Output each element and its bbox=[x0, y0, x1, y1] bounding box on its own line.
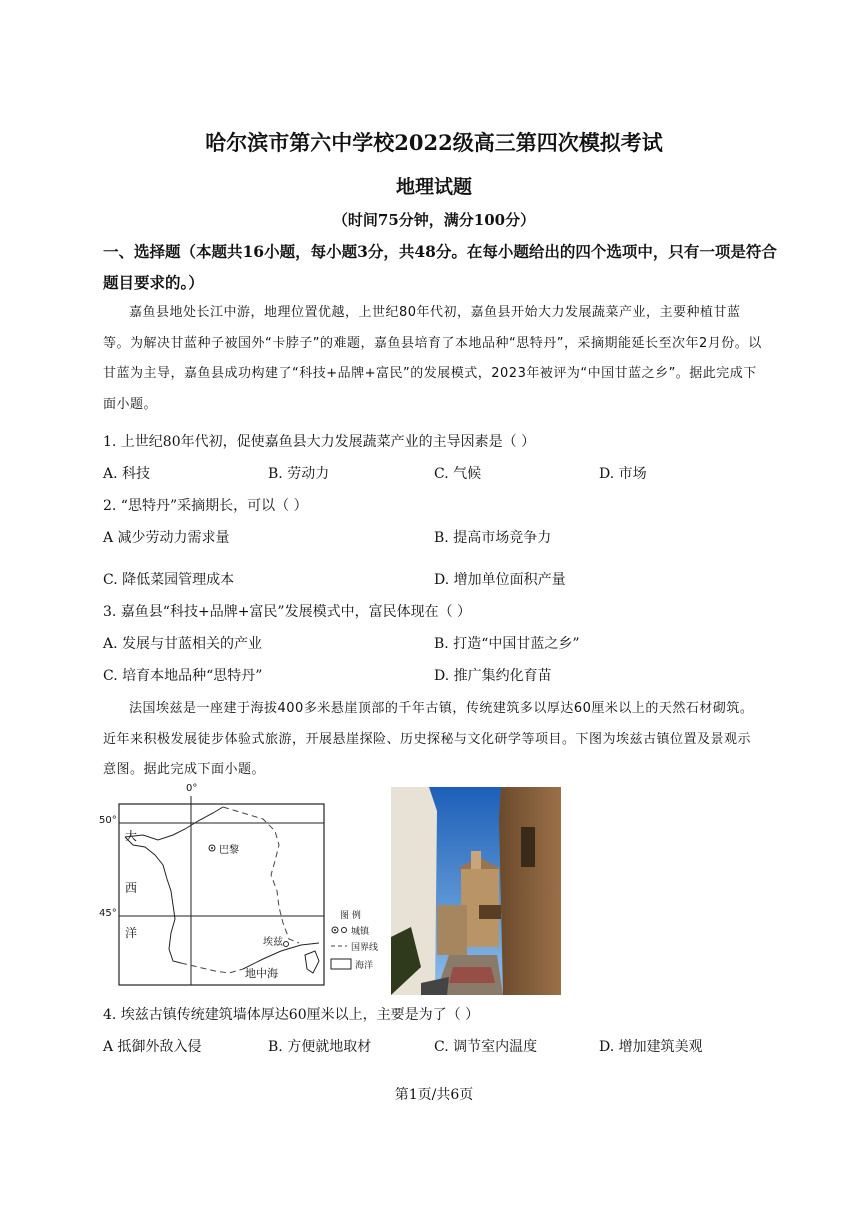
q3-option-d[interactable]: D. 推广集约化育苗 bbox=[434, 668, 552, 684]
q3-option-a[interactable]: A. 发展与甘蓝相关的产业 bbox=[103, 636, 263, 652]
corsica bbox=[305, 951, 319, 973]
q1-option-b[interactable]: B. 劳动力 bbox=[268, 466, 330, 482]
q4-option-c[interactable]: C. 调节室内温度 bbox=[434, 1039, 538, 1055]
q2-option-a[interactable]: A 减少劳动力需求量 bbox=[103, 530, 230, 546]
ocean-char-1: 大 bbox=[125, 829, 138, 843]
eze-label: 埃兹 bbox=[263, 937, 283, 948]
border-east bbox=[223, 807, 299, 943]
q1-option-c[interactable]: C. 气候 bbox=[434, 466, 482, 482]
page-footer: 第1页/共6页 bbox=[394, 1087, 474, 1103]
legend-ocean: 海洋 bbox=[355, 961, 374, 971]
passage-1: 嘉鱼县地处长江中游，地理位置优越，上世纪80年代初，嘉鱼县开始大力发展蔬菜产业，主要种植甘蓝等。为解决甘蓝种子被国外“卡脖子”的难题，嘉鱼县培育了本地品种“思特丹”，采摘期能延长至次年2月份。以甘蓝为主导，嘉鱼县成功构建了“科技+品牌+富民”的发展模式，2023年被评为“中国甘蓝之乡”。据此完成下面小题。 bbox=[103, 305, 762, 412]
eze-marker bbox=[284, 942, 289, 947]
q2-option-b[interactable]: B. 提高市场竞争力 bbox=[434, 530, 552, 546]
q1-option-a[interactable]: A. 科技 bbox=[103, 466, 151, 482]
exam-title: 哈尔滨市第六中学校2022级高三第四次模拟考试 bbox=[205, 130, 663, 155]
q4-option-b[interactable]: B. 方便就地取材 bbox=[268, 1039, 372, 1055]
legend-border: 国界线 bbox=[351, 943, 379, 953]
location-map bbox=[99, 783, 393, 998]
sea-label: 地中海 bbox=[245, 967, 278, 980]
paris-label: 巴黎 bbox=[219, 845, 239, 856]
map-frame bbox=[119, 804, 324, 985]
legend-city: 城镇 bbox=[351, 927, 370, 937]
q3-option-b[interactable]: B. 打造“中国甘蓝之乡” bbox=[434, 636, 580, 652]
map-lon-label: 0° bbox=[186, 783, 198, 794]
question-1-stem: 1. 上世纪80年代初，促使嘉鱼县大力发展蔬菜产业的主导因素是（ ） bbox=[103, 434, 536, 450]
border-south bbox=[181, 963, 243, 973]
eze-street-photo bbox=[391, 787, 561, 995]
legend-ocean-symbol bbox=[331, 959, 351, 969]
passage-2: 法国埃兹是一座建于海拔400多米悬崖顶部的千年古镇，传统建筑多以厚达60厘米以上的天然石材砌筑。近年来积极发展徒步体验式旅游，开展悬崖探险、历史探秘与文化研学等项目。下图为埃兹古镇位置及景观示意图。据此完成下面小题。 bbox=[103, 701, 754, 777]
subject-title: 地理试题 bbox=[395, 176, 472, 198]
q4-option-d[interactable]: D. 增加建筑美观 bbox=[599, 1039, 703, 1055]
legend-title: 图 例 bbox=[340, 911, 361, 921]
exam-info: （时间75分钟，满分100分） bbox=[332, 211, 536, 229]
coastline-west bbox=[125, 837, 181, 963]
section-heading: 一、选择题（本题共16小题，每小题3分，共48分。在每小题给出的四个选项中，只有一项是符合题目要求的。） bbox=[103, 242, 777, 292]
question-4-stem: 4. 埃兹古镇传统建筑墙体厚达60厘米以上，主要是为了（ ） bbox=[103, 1007, 480, 1023]
map-lat-50: 50° bbox=[99, 815, 117, 826]
q4-option-a[interactable]: A 抵御外敌入侵 bbox=[103, 1039, 202, 1055]
q3-option-c[interactable]: C. 培育本地品种“思特丹” bbox=[103, 668, 263, 684]
q2-option-c[interactable]: C. 降低菜园管理成本 bbox=[103, 572, 235, 588]
map-lat-45: 45° bbox=[99, 908, 117, 919]
q2-option-d[interactable]: D. 增加单位面积产量 bbox=[434, 572, 566, 588]
question-2-stem: 2. “思特丹”采摘期长，可以（ ） bbox=[103, 498, 308, 514]
question-3-stem: 3. 嘉鱼县“科技+品牌+富民”发展模式中，富民体现在（ ） bbox=[103, 604, 472, 620]
ocean-char-2: 西 bbox=[125, 881, 138, 895]
ocean-char-3: 洋 bbox=[125, 926, 138, 940]
q1-option-d[interactable]: D. 市场 bbox=[599, 466, 647, 482]
